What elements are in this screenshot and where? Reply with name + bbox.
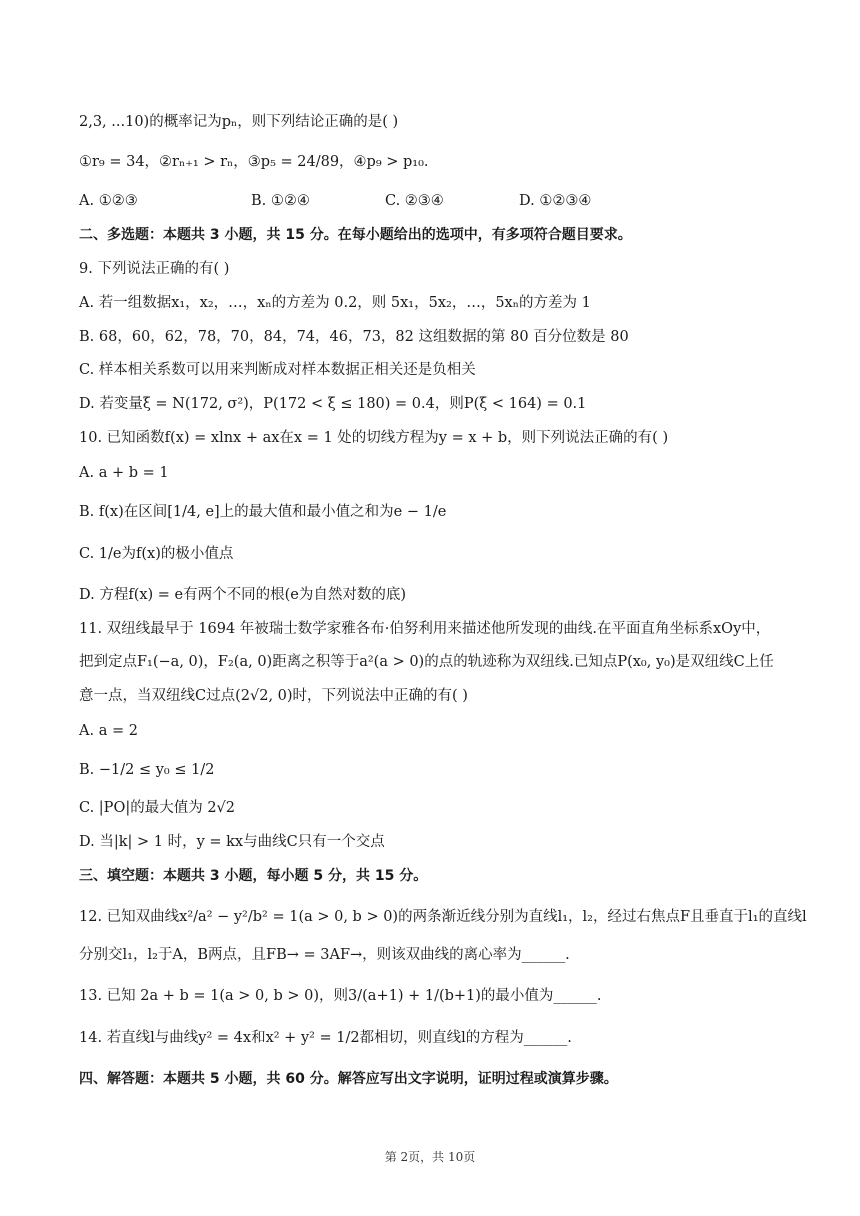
q10-option-b: B. f(x)在区间[1/4, e]上的最大值和最小值之和为e − 1/e: [79, 504, 447, 520]
page-footer: 第 2页，共 10页: [384, 1150, 476, 1164]
q11-option-a: A. a = 2: [79, 723, 138, 739]
q10-option-d: D. 方程f(x) = e有两个不同的根(e为自然对数的底): [79, 587, 407, 603]
q13: 13. 已知 2a + b = 1(a > 0, b > 0)，则3/(a+1) + 1/(b+1)的最小值为______.: [79, 988, 602, 1004]
q8-option-c: C. ②③④: [385, 193, 444, 209]
q11-stem-line-2: 把到定点F₁(−a, 0)，F₂(a, 0)距离之积等于a²(a > 0)的点的轨迹称为双纽线.已知点P(x₀, y₀)是双纽线C上任: [79, 654, 774, 670]
q9-stem: 9. 下列说法正确的有( ): [79, 261, 230, 277]
q8-option-d: D. ①②③④: [519, 193, 592, 209]
q8-options: [79, 191, 820, 211]
q14: 14. 若直线l与曲线y² = 4x和x² + y² = 1/2都相切，则直线l的方程为______.: [79, 1030, 572, 1046]
q8-option-b: B. ①②④: [251, 193, 310, 209]
q10-stem: 10. 已知函数f(x) = xlnx + ax在x = 1 处的切线方程为y = x + b，则下列说法正确的有( ): [79, 430, 669, 446]
q10-option-a: A. a + b = 1: [79, 465, 169, 481]
q8-statements: ①r₉ = 34，②rₙ₊₁ > rₙ，③p₅ = 24/89，④p₉ > p₁₀.: [79, 154, 429, 170]
q9-option-b: B. 68，60，62，78，70，84，74，46，73，82 这组数据的第 80 百分位数是 80: [79, 329, 629, 345]
q11-stem-line-3: 意一点，当双纽线C过点(2√2, 0)时，下列说法中正确的有( ): [79, 688, 468, 704]
section-4-heading: 四、解答题：本题共 5 小题，共 60 分。解答应写出文字说明，证明过程或演算步骤。: [79, 1071, 618, 1087]
section-3-heading: 三、填空题：本题共 3 小题，每小题 5 分，共 15 分。: [79, 868, 428, 884]
q12-line-2: 分别交l₁，l₂于A，B两点，且FB→ = 3AF→，则该双曲线的离心率为______.: [79, 947, 570, 963]
q11-option-d: D. 当|k| > 1 时，y = kx与曲线C只有一个交点: [79, 834, 385, 850]
q9-option-a: A. 若一组数据x₁，x₂，…，xₙ的方差为 0.2，则 5x₁，5x₂，…，5xₙ的方差为 1: [79, 295, 591, 311]
section-2-heading: 二、多选题：本题共 3 小题，共 15 分。在每小题给出的选项中，有多项符合题目要求。: [79, 227, 632, 243]
q11-option-c: C. |PO|的最大值为 2√2: [79, 800, 236, 816]
q9-option-c: C. 样本相关系数可以用来判断成对样本数据正相关还是负相关: [79, 362, 476, 378]
q10-option-c: C. 1/e为f(x)的极小值点: [79, 546, 234, 562]
q8-option-a: A. ①②③: [79, 193, 138, 209]
q11-option-b: B. −1/2 ≤ y₀ ≤ 1/2: [79, 762, 215, 778]
q9-option-d: D. 若变量ξ = N(172, σ²)，P(172 < ξ ≤ 180) = 0.4，则P(ξ < 164) = 0.1: [79, 396, 587, 412]
q11-stem-line-1: 11. 双纽线最早于 1694 年被瑞士数学家雅各布·伯努利用来描述他所发现的曲线.在平面直角坐标系xOy中，: [79, 621, 771, 637]
q8-continuation: 2,3, ...10)的概率记为pₙ，则下列结论正确的是( ): [79, 114, 399, 130]
q12-line-1: 12. 已知双曲线x²/a² − y²/b² = 1(a > 0, b > 0)的两条渐近线分别为直线l₁，l₂，经过右焦点F且垂直于l₁的直线l: [79, 909, 807, 925]
